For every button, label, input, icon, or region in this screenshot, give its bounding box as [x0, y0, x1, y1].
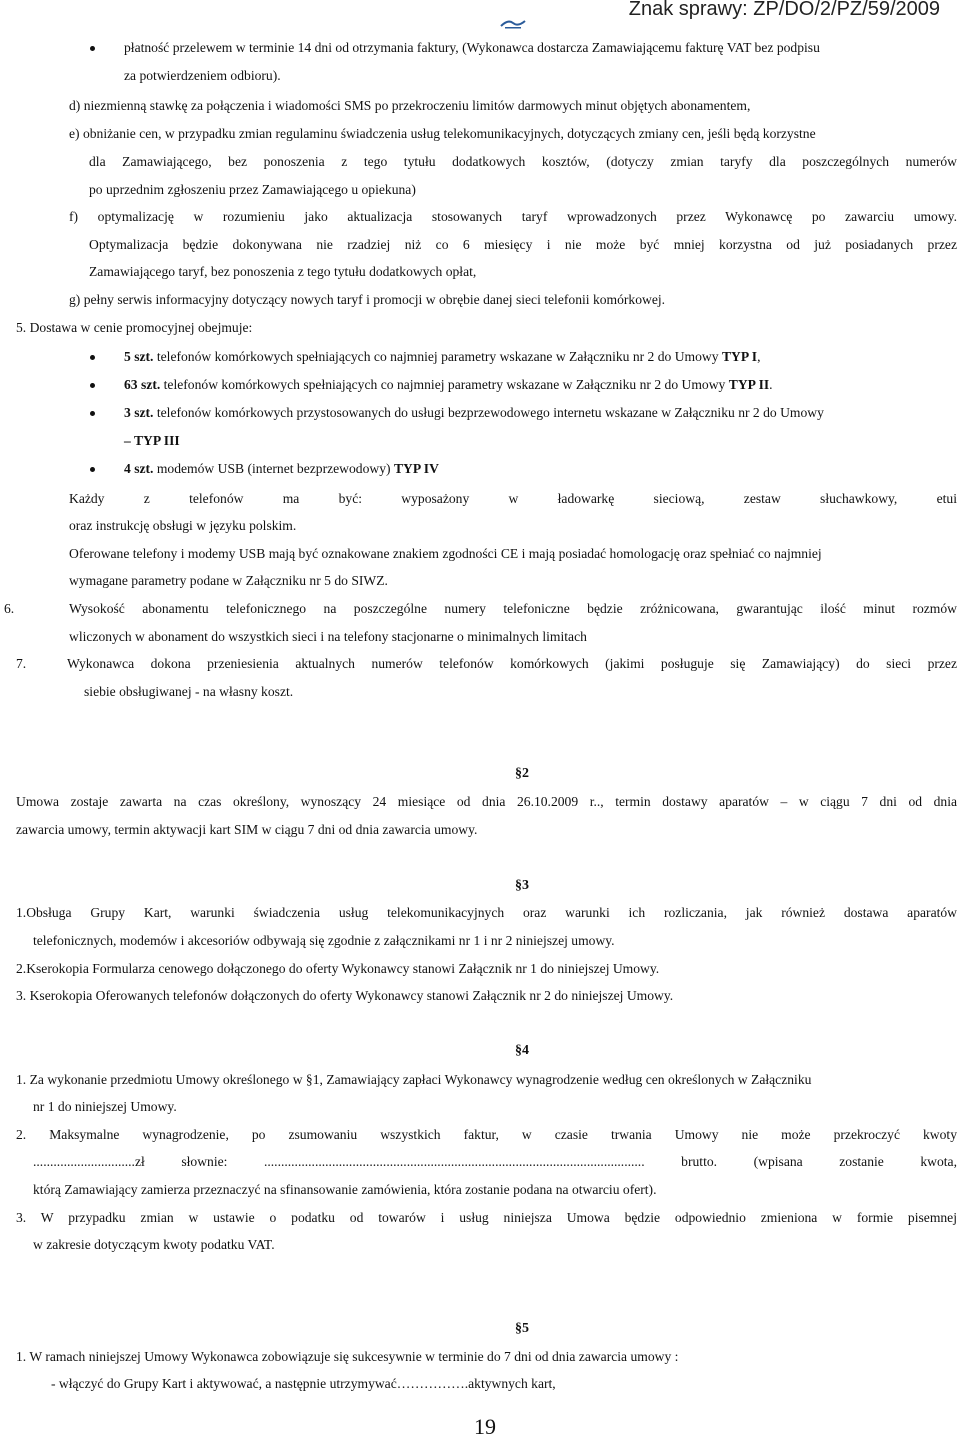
text-line: Wykonawca dokona przeniesienia aktualnych numerów telefonów komórkowych (jakimi posługuje się Zamawiający) do sieci przez	[67, 656, 957, 671]
text-line: 1. W ramach niniejszej Umowy Wykonawca zobowiązuje się sukcesywnie w terminie do 7 dni od dnia zawarcia umowy :	[16, 1349, 679, 1364]
list-item-cont: – TYP III	[124, 433, 180, 448]
list-item: 5 szt. telefonów komórkowych spełniających co najmniej parametry wskazane w Załączniku nr 2 do Umowy TYP I,	[124, 349, 761, 364]
text-line: 1.Obsługa Grupy Kart, warunki świadczenia usług telekomunikacyjnych oraz warunki ich rozliczania, jak również dostawa aparatów	[16, 905, 957, 920]
bullet-icon	[90, 467, 95, 472]
text-line: f) optymalizację w rozumieniu jako aktualizacja stosowanych taryf wprowadzonych przez Wykonawcę po zawarciu umowy.	[69, 209, 957, 224]
list-number: 6.	[4, 601, 15, 616]
text-line: telefonicznych, modemów i akcesoriów odbywają się zgodnie z załącznikami nr 1 i nr 2 niniejszej umowy.	[33, 933, 615, 948]
text-line: którą Zamawiający zamierza przeznaczyć na sfinansowanie zamówienia, która zostanie podana na otwarciu ofert).	[33, 1182, 657, 1197]
text-line: Zamawiającego taryf, bez ponoszenia z tego tytułu dodatkowych opłat,	[89, 264, 477, 279]
text-line: d) niezmienną stawkę za połączenia i wiadomości SMS po przekroczeniu limitów darmowych minut objętych abonamentem,	[69, 98, 751, 113]
text-line: Każdy z telefonów ma być: wyposażony w ładowarkę sieciową, zestaw słuchawkowy, etui	[69, 491, 957, 506]
text-line: zawarcia umowy, termin aktywacji kart SIM w ciągu 7 dni od dnia zawarcia umowy.	[16, 822, 478, 837]
bullet-icon	[90, 355, 95, 360]
text-line: nr 1 do niniejszej Umowy.	[33, 1099, 177, 1114]
text-line: ..............................zł słownie: ................................................................................................................ brutto. (wpisana zostanie kwota,	[33, 1154, 957, 1169]
bullet-icon	[90, 46, 95, 51]
text-line: g) pełny serwis informacyjny dotyczący nowych taryf i promocji w obrębie danej sieci telefonii komórkowej.	[69, 292, 666, 307]
page-number: 19	[474, 1414, 496, 1439]
text-line: 5. Dostawa w cenie promocyjnej obejmuje:	[16, 320, 253, 335]
section-heading: §4	[515, 1043, 529, 1058]
text-line: 1. Za wykonanie przedmiotu Umowy określonego w §1, Zamawiający zapłaci Wykonawcy wynagrodzenie według cen określonych w Załączniku	[16, 1072, 812, 1087]
list-number: 7.	[16, 656, 27, 671]
section-heading: §3	[515, 878, 529, 893]
bullet-icon	[90, 411, 95, 416]
text-line: za potwierdzeniem odbioru).	[124, 68, 281, 83]
text-line: w zakresie dotyczącym kwoty podatku VAT.	[33, 1237, 275, 1252]
text-line: 2.Kserokopia Formularza cenowego dołączonego do oferty Wykonawcy stanowi Załącznik nr 1 do niniejszej Umowy.	[16, 961, 660, 976]
text-line: wymagane parametry podane w Załączniku nr 5 do SIWZ.	[69, 573, 388, 588]
text-line: Oferowane telefony i modemy USB mają być oznakowane znakiem zgodności CE i mają posiadać homologację oraz spełniać co najmniej	[69, 546, 822, 561]
text-line: wliczonych w abonament do wszystkich sieci i na telefony stacjonarne o minimalnych limitach	[69, 629, 587, 644]
section-heading: §2	[515, 766, 529, 781]
text-line: Wysokość abonamentu telefonicznego na poszczególne numery telefoniczne będzie zróżnicowana, gwarantując ilość minut rozmów	[69, 601, 957, 616]
text-line: 3. W przypadku zmian w ustawie o podatku od towarów i usług niniejsza Umowa będzie odpowiednio zmieniona w formie pisemnej	[16, 1210, 957, 1225]
text-line: 2. Maksymalne wynagrodzenie, po zsumowaniu wszystkich faktur, w czasie trwania Umowy nie może przekroczyć kwoty	[16, 1127, 957, 1142]
text-line: - włączyć do Grupy Kart i aktywować, a następnie utrzymywać…………….aktywnych kart,	[51, 1376, 556, 1391]
case-reference: Znak sprawy: ZP/DO/2/PZ/59/2009	[628, 0, 940, 20]
list-item: 3 szt. telefonów komórkowych przystosowanych do usługi bezprzewodowego internetu wskazane w Załączniku nr 2 do Umowy	[124, 405, 824, 420]
text-line: Umowa zostaje zawarta na czas określony, wynoszący 24 miesiące od dnia 26.10.2009 r.., termin dostawy aparatów – w ciągu 7 dni od dnia	[16, 794, 957, 809]
list-item: 4 szt. modemów USB (internet bezprzewodowy) TYP IV	[124, 461, 439, 476]
text-line: płatność przelewem w terminie 14 dni od otrzymania faktury, (Wykonawca dostarcza Zamawiającemu fakturę VAT bez podpisu	[124, 40, 820, 55]
text-line: Optymalizacja będzie dokonywana nie rzadziej niż co 6 miesięcy i nie może być mniej korzystna od już posiadanych przez	[89, 237, 957, 252]
bullet-icon	[90, 383, 95, 388]
text-line: oraz instrukcję obsługi w języku polskim.	[69, 518, 297, 533]
text-line: 3. Kserokopia Oferowanych telefonów dołączonych do oferty Wykonawcy stanowi Załącznik nr 2 do niniejszej Umowy.	[16, 988, 674, 1003]
text-line: po uprzednim zgłoszeniu przez Zamawiającego u opiekuna)	[89, 182, 416, 197]
text-line: dla Zamawiającego, bez ponoszenia z tego tytułu dodatkowych kosztów, (dotyczy zmian taryfy dla poszczególnych numerów	[89, 154, 957, 169]
wave-logo-icon	[499, 18, 527, 30]
section-heading: §5	[515, 1321, 529, 1336]
text-line: e) obniżanie cen, w przypadku zmian regulaminu świadczenia usług telekomunikacyjnych, dotyczących zmiany cen, jeśli będą korzystne	[69, 126, 816, 141]
text-line: siebie obsługiwanej - na własny koszt.	[84, 684, 294, 699]
list-item: 63 szt. telefonów komórkowych spełniających co najmniej parametry wskazane w Załączniku nr 2 do Umowy TYP II.	[124, 377, 773, 392]
